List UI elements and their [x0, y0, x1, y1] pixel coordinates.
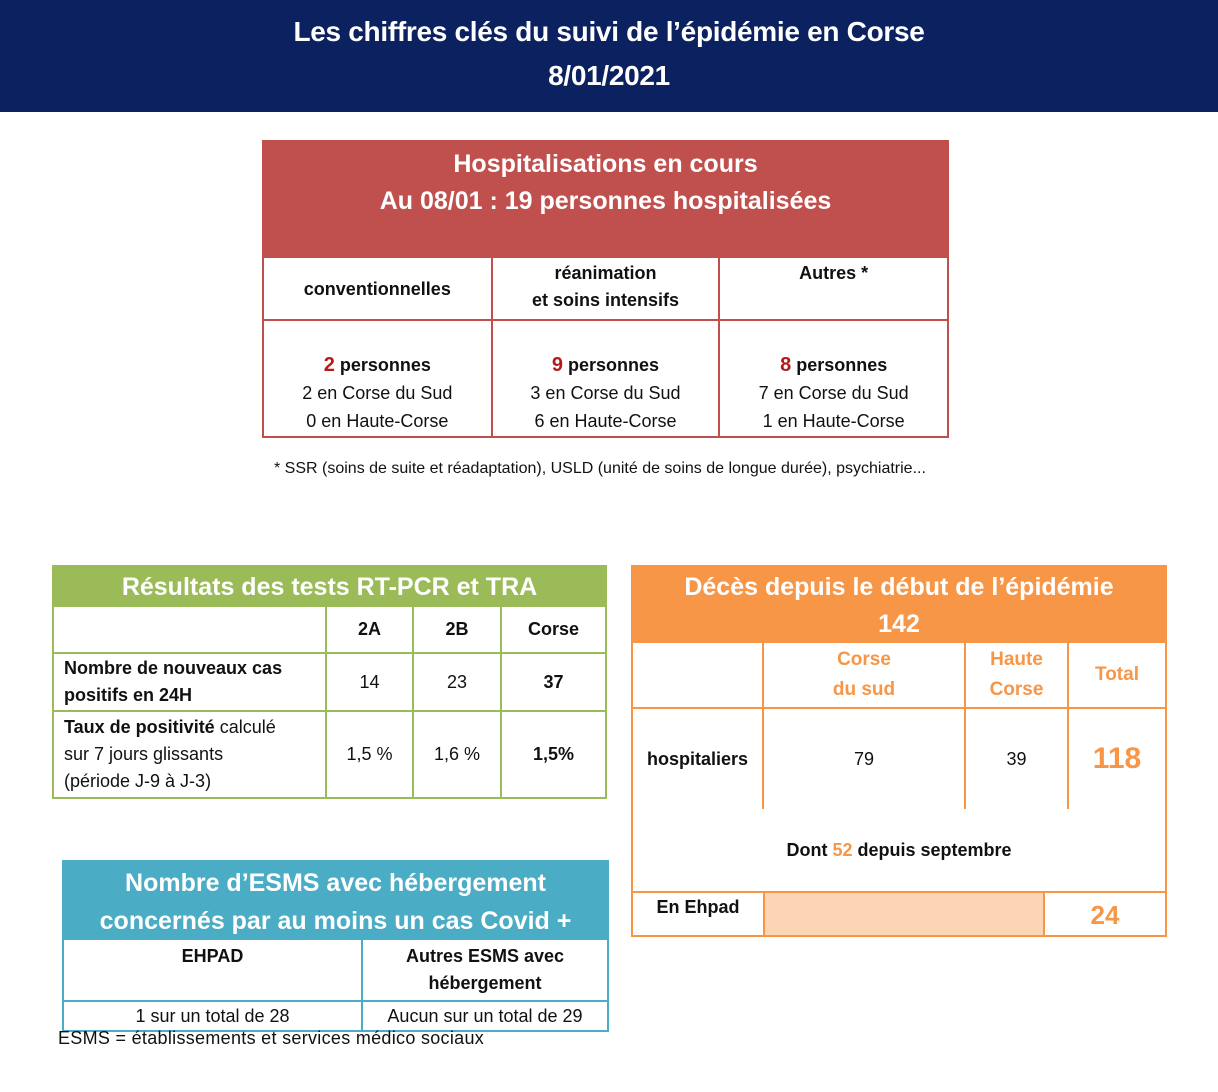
value-2b: 23: [413, 653, 501, 711]
value-autres: [719, 320, 947, 436]
haute-corse-line: 1 en Haute-Corse: [762, 411, 905, 431]
tests-title: Résultats des tests RT-PCR et TRA: [54, 567, 605, 607]
value-2a: 1,5 %: [326, 711, 413, 797]
deces-title: Décès depuis le début de l’épidémie: [684, 573, 1114, 601]
ehpad-label: En Ehpad: [656, 897, 740, 917]
row-label-hospitaliers: hospitaliers: [646, 748, 749, 769]
count-unit: personnes: [791, 355, 888, 375]
header-line2: Corse: [989, 679, 1044, 700]
count-unit: personnes: [563, 355, 660, 375]
header-label: réanimation: [554, 263, 657, 283]
ehpad-shaded-cell: [763, 893, 1045, 935]
label-line1: Nombre de nouveaux cas: [64, 658, 283, 678]
esms-title-line2: concernés par au moins un cas Covid +: [99, 907, 572, 935]
page-date: 8/01/2021: [548, 60, 670, 91]
hospitalisations-table: [264, 258, 947, 436]
count: 2: [323, 354, 335, 376]
hospitalisations-title: Hospitalisations en cours: [453, 150, 758, 178]
ehpad-total: 24: [1090, 900, 1120, 930]
value-total: 118: [1068, 708, 1165, 809]
corse-du-sud-line: 2 en Corse du Sud: [302, 383, 453, 403]
header-corse-du-sud: [763, 643, 965, 708]
row-label-nouveaux-cas: [54, 653, 326, 711]
count: 9: [551, 354, 564, 376]
label-line2: positifs en 24H: [64, 685, 193, 705]
header-ehpad: EHPAD: [64, 940, 362, 1001]
dont-value: 52: [832, 840, 853, 860]
value-corse: 1,5%: [501, 711, 605, 797]
header-line1: Haute: [990, 649, 1043, 670]
haute-corse-line: 0 en Haute-Corse: [306, 411, 449, 431]
esms-title-line1: Nombre d’ESMS avec hébergement: [125, 869, 546, 897]
header-empty: [633, 643, 763, 708]
header-haute-corse: [965, 643, 1068, 708]
header-empty: [54, 607, 326, 653]
hospitalisations-panel: [262, 140, 949, 438]
esms-table: [64, 940, 607, 1030]
value-reanimation: [492, 320, 720, 436]
header-line1: Corse: [837, 649, 891, 670]
count-unit: personnes: [334, 355, 431, 375]
header-corse: Corse: [501, 607, 605, 653]
value-ehpad: 1 sur un total de 28: [64, 1001, 362, 1030]
label-line3: (période J-9 à J-3): [64, 771, 212, 791]
count: 8: [780, 354, 792, 376]
label-line2: sur 7 jours glissants: [64, 744, 224, 764]
dont-prefix: Dont: [786, 840, 833, 860]
value-conventionnelles: [264, 320, 492, 436]
header-total: Total: [1068, 643, 1165, 708]
corse-du-sud-line: 3 en Corse du Sud: [530, 383, 681, 403]
header-reanimation: [492, 258, 720, 320]
deces-panel: [631, 565, 1167, 937]
deces-total: 142: [878, 610, 920, 638]
header-line2: du sud: [832, 679, 896, 700]
value-2b: 1,6 %: [413, 711, 501, 797]
page-title: Les chiffres clés du suivi de l’épidémie en Corse: [293, 16, 925, 47]
tests-panel: [52, 565, 607, 799]
value-haute-corse: 39: [965, 708, 1068, 809]
dont-suffix: depuis septembre: [852, 840, 1012, 860]
dont-depuis-septembre: [633, 809, 1165, 891]
value-2a: 14: [326, 653, 413, 711]
esms-panel: [62, 860, 609, 1032]
header-label: Autres *: [799, 263, 869, 283]
label-bold: Taux de positivité: [64, 717, 215, 737]
hospitalisations-footnote: * SSR (soins de suite et réadaptation), USLD (unité de soins de longue durée), psychiatrie...: [274, 460, 926, 477]
esms-footnote: ESMS = établissements et services médico sociaux: [58, 1028, 485, 1048]
page-banner: [0, 0, 1218, 112]
ehpad-row: [633, 891, 1165, 935]
hospitalisations-header: [264, 142, 947, 258]
haute-corse-line: 6 en Haute-Corse: [534, 411, 677, 431]
header-label: conventionnelles: [303, 278, 451, 299]
header-autres-esms: [362, 940, 607, 1001]
header-2a: 2A: [326, 607, 413, 653]
esms-header: [64, 862, 607, 940]
deces-table: [633, 643, 1165, 809]
value-corse: 37: [501, 653, 605, 711]
corse-du-sud-line: 7 en Corse du Sud: [758, 383, 909, 403]
header-label-line2: et soins intensifs: [531, 290, 679, 310]
header-line2: hébergement: [428, 973, 542, 993]
header-line1: Autres ESMS avec: [405, 946, 565, 966]
header-conventionnelles: [264, 258, 492, 320]
tests-table: [54, 607, 605, 797]
value-corse-du-sud: 79: [763, 708, 965, 809]
label-rest: calculé: [214, 717, 276, 737]
deces-header: [633, 567, 1165, 643]
hospitalisations-subtitle: Au 08/01 : 19 personnes hospitalisées: [379, 187, 832, 215]
header-autres: [719, 258, 947, 320]
value-autres-esms: Aucun sur un total de 29: [362, 1001, 607, 1030]
header-2b: 2B: [413, 607, 501, 653]
row-label-taux-positivite: [54, 711, 326, 797]
